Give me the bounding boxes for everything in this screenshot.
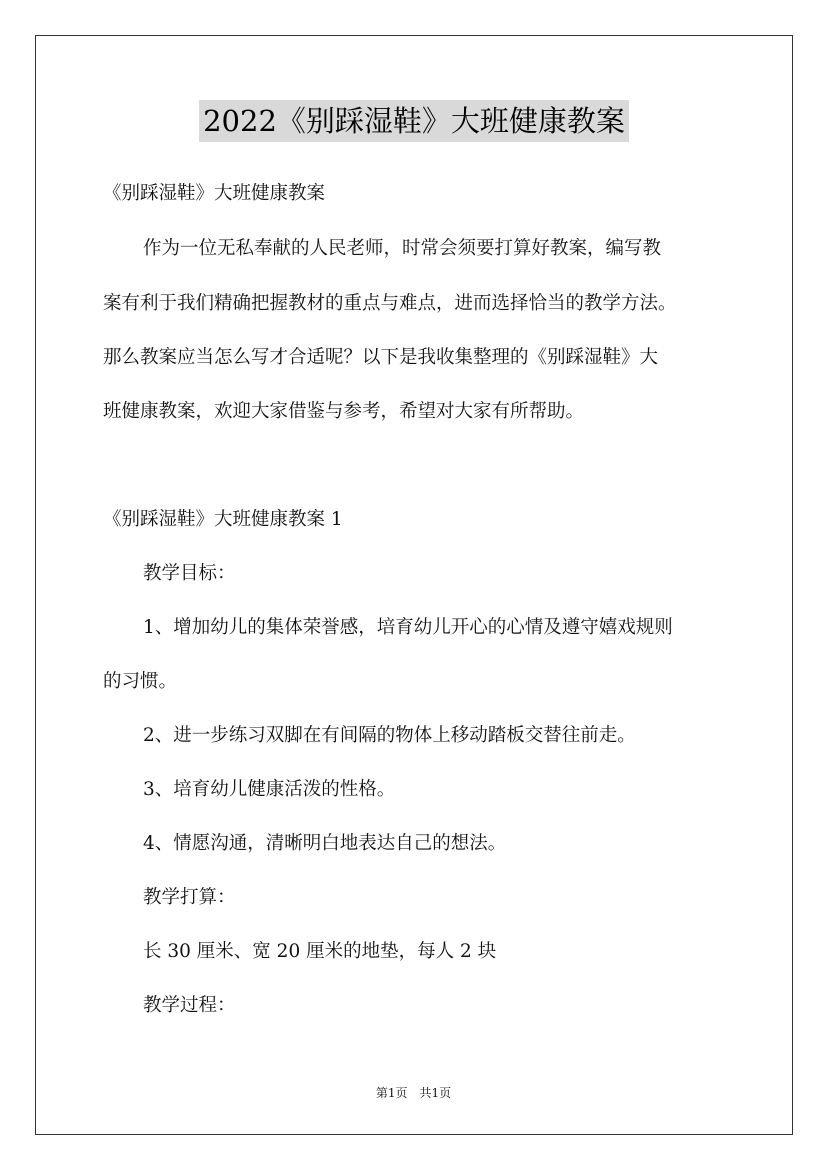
intro-line-2: 案有利于我们精确把握教材的重点与难点，进而选择恰当的教学方法。: [103, 293, 677, 314]
document-subtitle: 《别踩湿鞋》大班健康教案: [103, 183, 326, 204]
goal-line-1: 1、增加幼儿的集体荣誉感，培育幼儿开心的心情及遵守嬉戏规则: [143, 617, 673, 638]
document-title: 2022《别踩湿鞋》大班健康教案: [199, 100, 629, 142]
section-heading: 《别踩湿鞋》大班健康教案 1: [103, 509, 343, 530]
goal-line-4: 4、情愿沟通，清晰明白地表达自己的想法。: [143, 833, 507, 854]
prep-heading: 教学打算：: [143, 887, 236, 908]
goal-line-1-cont: 的习惯。: [103, 671, 178, 692]
goal-line-2: 2、进一步练习双脚在有间隔的物体上移动踏板交替往前走。: [143, 725, 636, 746]
intro-line-3: 那么教案应当怎么写才合适呢？以下是我收集整理的《别踩湿鞋》大: [103, 347, 659, 368]
goals-heading: 教学目标：: [143, 563, 236, 584]
intro-line-1: 作为一位无私奉献的人民老师，时常会须要打算好教案，编写教: [143, 238, 662, 259]
intro-line-4: 班健康教案，欢迎大家借鉴与参考，希望对大家有所帮助。: [103, 401, 585, 422]
prep-text: 长 30 厘米、宽 20 厘米的地垫，每人 2 块: [143, 941, 497, 962]
goal-line-3: 3、培育幼儿健康活泼的性格。: [143, 779, 396, 800]
page-footer: 第1页 共1页: [375, 1086, 452, 1100]
process-heading: 教学过程：: [143, 995, 236, 1016]
